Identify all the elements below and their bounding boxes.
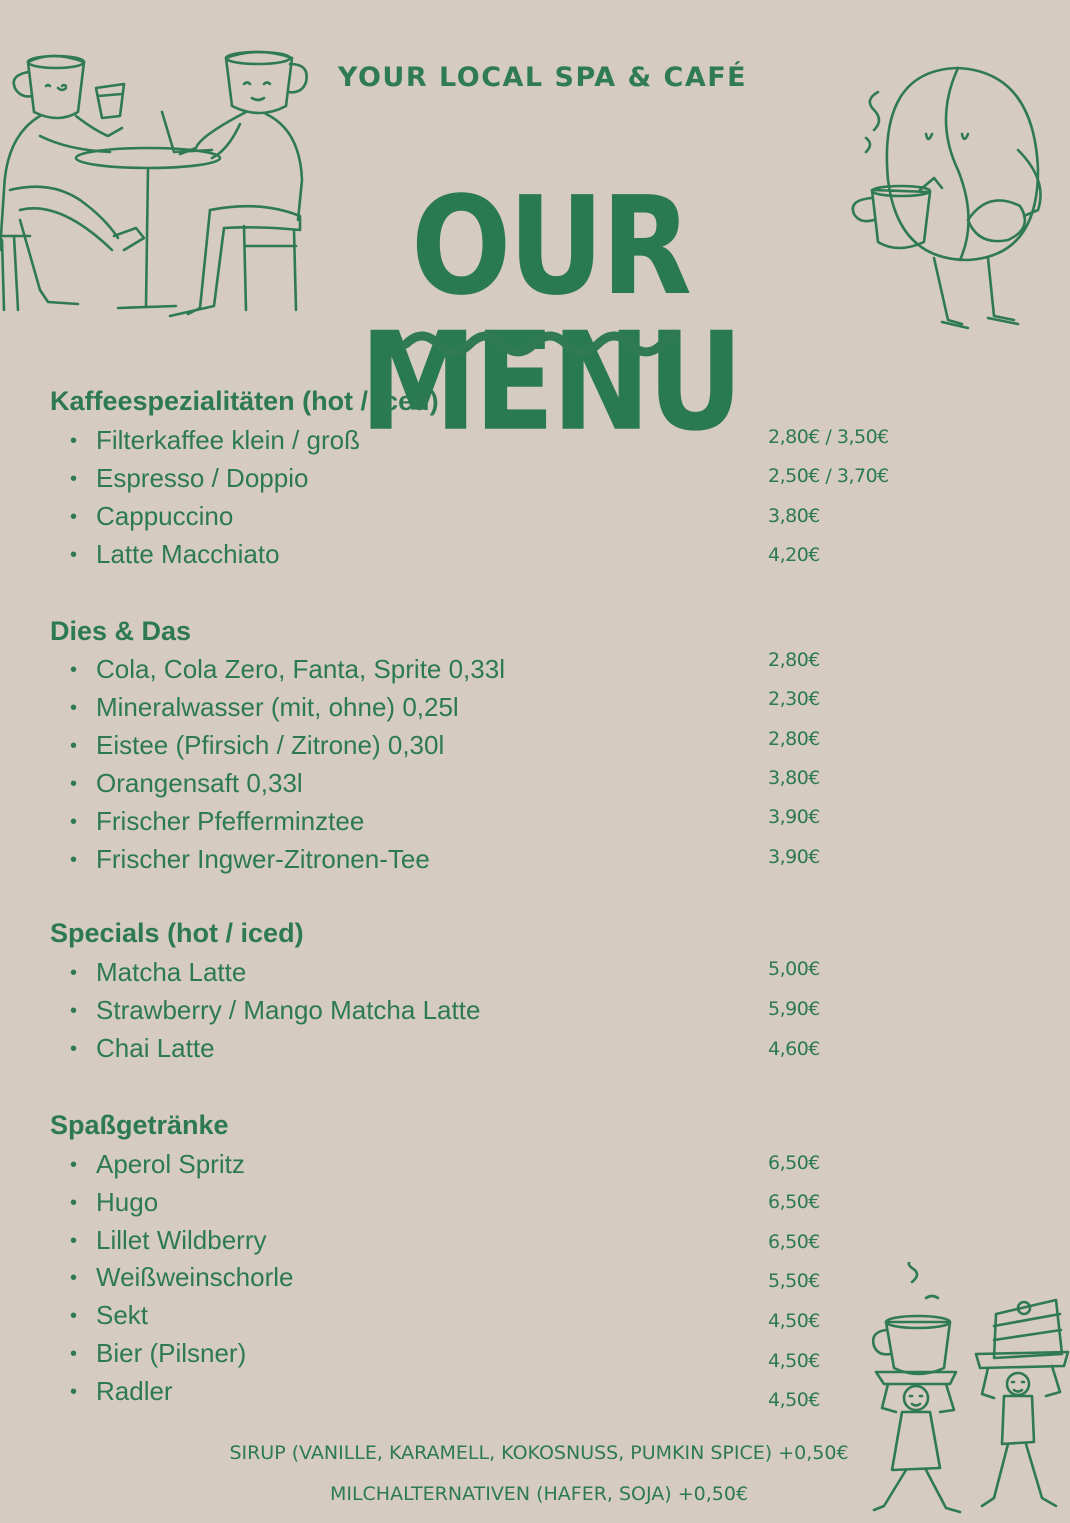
list-item: • Hugo [70,1187,159,1217]
waiters-illustration [866,1262,1070,1523]
list-item: • Lillet Wildberry [70,1225,267,1255]
item-price: 4,20€ [768,544,820,566]
page-title: OUR MENU [359,166,741,461]
list-item: • Matcha Latte [70,957,247,987]
list-item: • Bier (Pilsner) [70,1338,247,1368]
list-item: • Frischer Ingwer-Zitronen-Tee [70,844,430,874]
wave-divider-icon [400,324,680,364]
footer-milk-note: MILCHALTERNATIVEN (HAFER, SOJA) +0,50€ [329,1483,749,1505]
item-price: 3,90€ [768,846,820,868]
item-price: 6,50€ [768,1191,820,1213]
item-price: 4,60€ [768,1038,820,1060]
item-price: 6,50€ [768,1152,820,1174]
item-price: 2,80€ [768,649,820,671]
item-price: 2,30€ [768,688,820,710]
list-item: • Latte Macchiato [70,539,280,569]
item-price: 3,80€ [768,767,820,789]
cafe-name: YOUR LOCAL SPA & CAFÉ [337,62,748,93]
section-title-coffee: Kaffeespezialitäten (hot / iced) [50,386,439,416]
footer-syrup-note: SIRUP (VANILLE, KARAMELL, KOKOSNUSS, PUMKIN SPICE) +0,50€ [229,1442,849,1464]
item-price: 5,50€ [768,1270,820,1292]
list-item: • Chai Latte [70,1033,215,1063]
list-item: • Filterkaffee klein / groß [70,425,360,455]
item-price: 3,90€ [768,806,820,828]
item-price: 5,00€ [768,958,820,980]
item-price: 4,50€ [768,1350,820,1372]
list-item: • Espresso / Doppio [70,463,309,493]
item-price: 2,80€ / 3,50€ [768,426,889,448]
list-item: • Cappuccino [70,501,234,531]
list-item: • Strawberry / Mango Matcha Latte [70,995,481,1025]
section-title-drinks: Dies & Das [50,616,192,646]
list-item: • Orangensaft 0,33l [70,768,303,798]
list-item: • Aperol Spritz [70,1149,245,1179]
item-price: 4,50€ [768,1389,820,1411]
section-title-specials: Specials (hot / iced) [50,918,304,948]
list-item: • Frischer Pfefferminztee [70,806,365,836]
item-price: 2,80€ [768,728,820,750]
item-price: 5,90€ [768,998,820,1020]
section-title-fun-drinks: Spaßgetränke [50,1110,229,1140]
list-item: • Weißweinschorle [70,1262,294,1292]
item-price: 6,50€ [768,1231,820,1253]
list-item: • Mineralwasser (mit, ohne) 0,25l [70,692,459,722]
list-item: • Cola, Cola Zero, Fanta, Sprite 0,33l [70,654,505,684]
list-item: • Radler [70,1376,173,1406]
item-price: 3,80€ [768,505,820,527]
list-item: • Sekt [70,1300,149,1330]
coffee-bean-illustration [838,60,1070,340]
item-price: 4,50€ [768,1310,820,1332]
item-price: 2,50€ / 3,70€ [768,465,889,487]
list-item: • Eistee (Pfirsich / Zitrone) 0,30l [70,730,445,760]
